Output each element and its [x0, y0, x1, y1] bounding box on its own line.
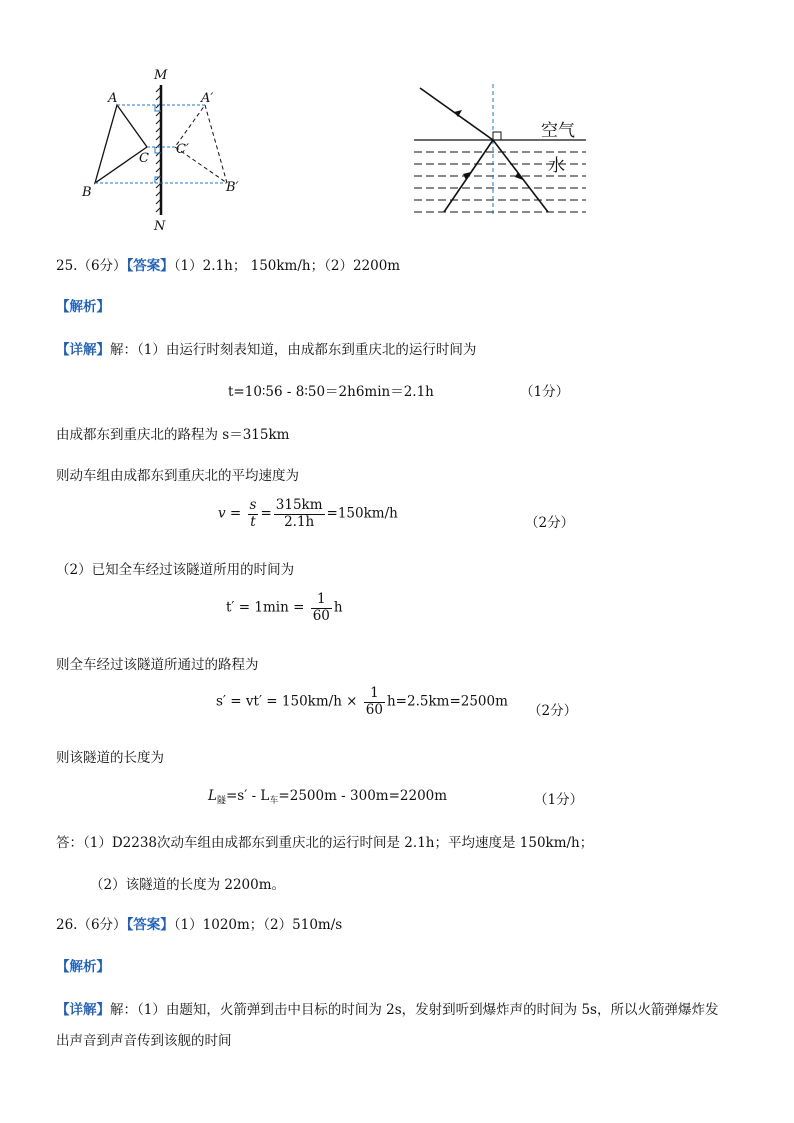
label-water: 水	[548, 156, 565, 176]
q25-eq4-score: （2分）	[528, 703, 578, 719]
q26-detail-line2: 出声音到声音传到该舰的时间	[56, 1033, 232, 1049]
q25-eq4	[216, 686, 508, 718]
q25-detail-intro: 解：（1）由运行时刻表知道，由成都东到重庆北的运行时间为	[110, 342, 477, 358]
eq5-sub2: 车	[269, 796, 279, 806]
q25-detail-line	[56, 338, 476, 358]
eq2-s: s	[249, 497, 257, 513]
q25-answer-line	[56, 254, 400, 274]
label-B-prime: B′	[226, 180, 239, 195]
refraction-diagram	[410, 80, 590, 220]
label-N: N	[154, 219, 166, 234]
eq3-left: t′ = 1min =	[226, 599, 305, 616]
q25-ans1: 答：（1）D2238次动车组由成都东到重庆北的运行时间是 2.1h；平均速度是 150km/h；	[56, 835, 594, 851]
q25-eq2-score: （2分）	[525, 515, 575, 531]
q26-detail-text1: 解：（1）由题知，火箭弹到击中目标的时间为 2s，发射到听到爆炸声的时间为 5s，所以火箭弹爆炸发	[110, 1002, 719, 1018]
eq4-num: 1	[364, 686, 385, 703]
q26-analysis-tag: 【解析】	[56, 959, 110, 975]
q25-line3: 则动车组由成都东到重庆北的平均速度为	[56, 468, 299, 484]
q25-line6: 则该隧道的长度为	[56, 750, 164, 766]
q25-eq2: v = $\frac{s}{t}$ = $\frac{315km}{2.1h}$ =150km/h	[218, 497, 398, 530]
eq2-right: =150km/h	[326, 505, 398, 522]
label-A-prime: A′	[201, 91, 214, 106]
q25-line4: （2）已知全车经过该隧道所用的时间为	[56, 562, 295, 578]
label-air: 空气	[541, 121, 575, 141]
q25-answer-tag: 【答案】	[126, 258, 174, 274]
eq4-frac	[364, 686, 385, 718]
q25-header: 25.（6分）	[56, 258, 127, 274]
eq4-left: s′ = vt′ = 150km/h ×	[216, 693, 358, 710]
eq5-mid: =s′ - L	[225, 788, 270, 804]
eq2-frac2	[274, 498, 325, 530]
eq3-frac	[311, 592, 332, 624]
eq2-frac1	[248, 498, 259, 530]
mirror-diagram	[75, 65, 255, 235]
q26-header: 26.（6分）	[56, 917, 127, 933]
eq2-num: 315km	[275, 497, 323, 513]
eq3-num: 1	[311, 592, 332, 609]
q26-detail-tag: 【详解】	[56, 1002, 110, 1018]
q25-eq3	[226, 592, 343, 624]
eq3-right: h	[333, 599, 343, 616]
q26-answer-line	[56, 913, 342, 933]
label-M: M	[154, 68, 168, 83]
q25-eq1: t=10∶56 - 8∶50＝2h6min＝2.1h	[228, 384, 434, 400]
eq2-den: 2.1h	[284, 513, 315, 530]
label-C: C	[139, 151, 149, 166]
eq5-sub1: 隧	[216, 796, 226, 806]
q25-line2: 由成都东到重庆北的路程为 s＝315km	[56, 427, 290, 443]
eq3-den: 60	[312, 607, 330, 624]
q25-analysis-tag: 【解析】	[56, 299, 110, 315]
q26-detail-line1	[56, 998, 718, 1018]
q25-answer-text: （1）2.1h； 150km/h；（2）2200m	[173, 258, 401, 274]
eq5-L: L	[208, 788, 217, 804]
eq4-den: 60	[365, 701, 383, 718]
q25-ans2: （2）该隧道的长度为 2200m。	[90, 877, 286, 893]
q25-detail-tag: 【详解】	[56, 342, 110, 358]
eq2-left: v =	[218, 505, 242, 522]
q25-eq5	[208, 788, 447, 806]
eq5-right: =2500m - 300m=2200m	[278, 788, 448, 804]
q25-eq1-score: （1分）	[520, 384, 570, 400]
eq2-t: t	[250, 513, 256, 530]
q26-answer-text: （1）1020m；（2）510m/s	[173, 917, 343, 933]
q25-eq5-score: （1分）	[534, 792, 584, 808]
eq4-right: h=2.5km=2500m	[386, 693, 508, 710]
label-B: B	[82, 185, 92, 200]
label-A: A	[108, 91, 118, 106]
q26-answer-tag: 【答案】	[126, 917, 174, 933]
label-C-prime: C′	[176, 142, 189, 157]
q25-line5: 则全车经过该隧道所通过的路程为	[56, 657, 259, 673]
